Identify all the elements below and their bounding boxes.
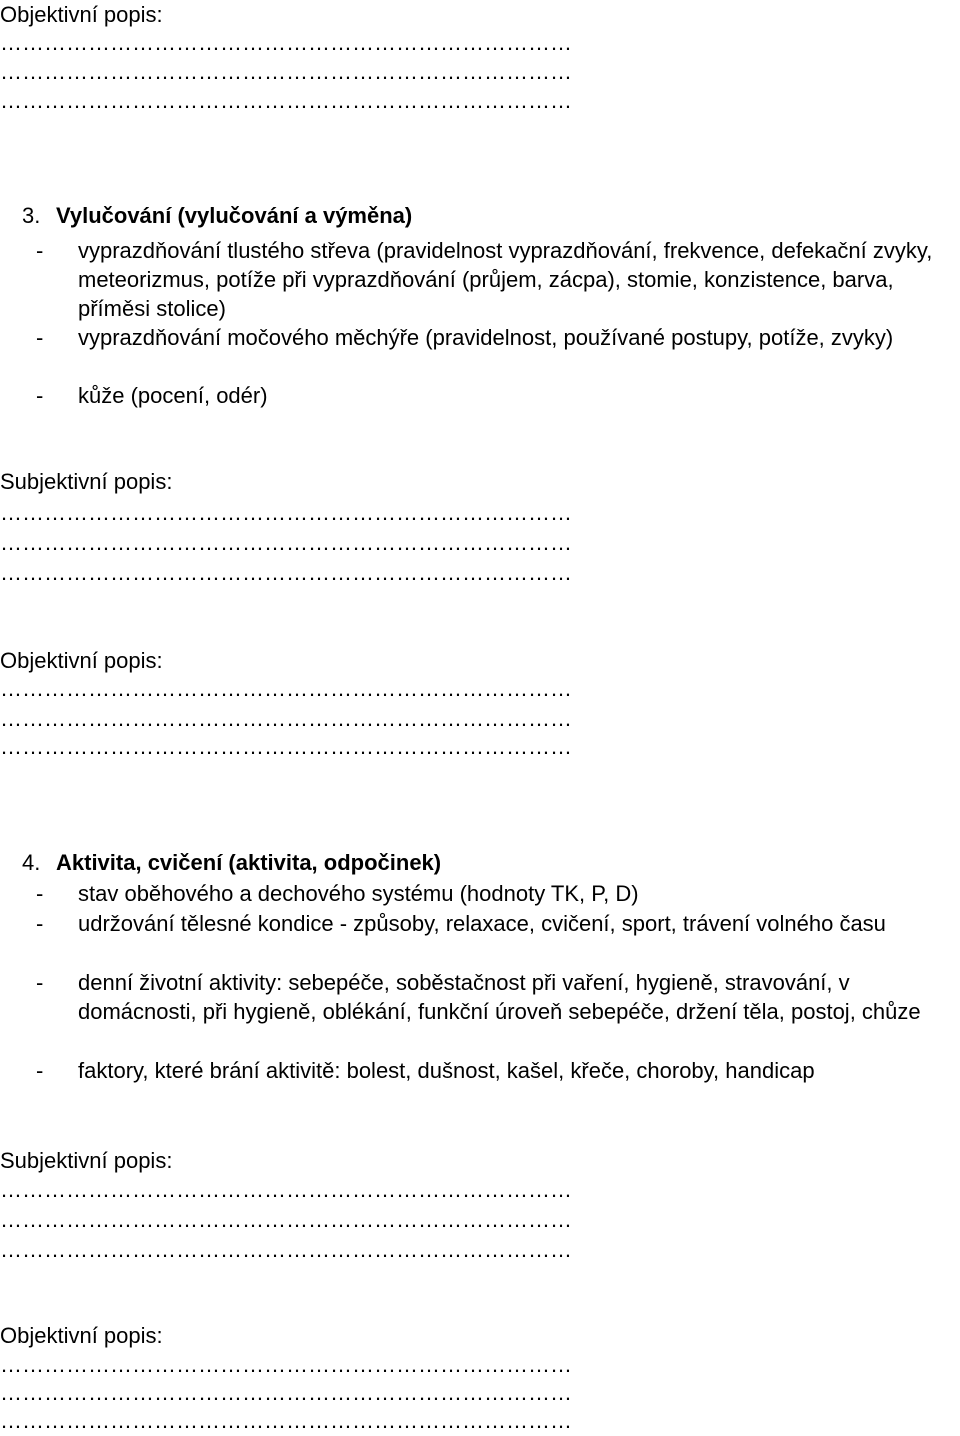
bullet-dash: -	[36, 970, 44, 995]
bullet-dash: -	[36, 881, 44, 906]
dotted-line: ……………………………………………………………………	[0, 706, 572, 731]
section3-heading	[22, 203, 412, 229]
objective-label: Objektivní popis:	[0, 648, 163, 673]
dotted-line: ……………………………………………………………………	[0, 530, 572, 555]
section3-item	[36, 236, 960, 323]
dotted-line: ……………………………………………………………………	[0, 734, 572, 759]
section4-title: Aktivita, cvičení (aktivita, odpočinek)	[56, 850, 442, 875]
section4-item-text: stav oběhového a dechového systému (hodnoty TK, P, D)	[78, 881, 639, 906]
section4-item-text: faktory, které brání aktivitě: bolest, dušnost, kašel, křeče, choroby, handicap	[78, 1058, 815, 1083]
section4-number: 4.	[22, 850, 41, 875]
dotted-line: ……………………………………………………………………	[0, 676, 572, 701]
dotted-line: ……………………………………………………………………	[0, 1177, 572, 1202]
section3-title: Vylučování (vylučování a výměna)	[56, 203, 413, 228]
dotted-line: ……………………………………………………………………	[0, 30, 572, 55]
section4-item	[36, 909, 960, 938]
section4-item-text: udržování tělesné kondice - způsoby, relaxace, cvičení, sport, trávení volného času	[78, 911, 886, 936]
bullet-dash: -	[36, 325, 44, 350]
subjective-label: Subjektivní popis:	[0, 469, 173, 494]
dotted-line: ……………………………………………………………………	[0, 1352, 572, 1377]
bullet-dash: -	[36, 911, 44, 936]
section4-item-text: denní životní aktivity: sebepéče, soběstačnost při vaření, hygieně, stravování, v domácnosti, při hygieně, oblékání, funkční úroveň sebepéče, držení těla, postoj, chůze	[78, 970, 921, 1024]
section3-item-text: kůže (pocení, odér)	[78, 383, 268, 408]
bullet-dash: -	[36, 383, 44, 408]
section4-heading	[22, 850, 441, 876]
dotted-line: ……………………………………………………………………	[0, 1207, 572, 1232]
section4-item	[36, 879, 960, 908]
section4-item	[36, 968, 960, 1026]
bullet-dash: -	[36, 238, 44, 263]
dotted-line: ……………………………………………………………………	[0, 560, 572, 585]
subjective-label: Subjektivní popis:	[0, 1148, 173, 1173]
objective-label: Objektivní popis:	[0, 1323, 163, 1348]
dotted-line: ……………………………………………………………………	[0, 1380, 572, 1405]
section3-number: 3.	[22, 203, 41, 228]
bullet-dash: -	[36, 1058, 44, 1083]
section3-item	[36, 323, 960, 352]
section3-item-text: vyprazdňování tlustého střeva (pravidelnost vyprazdňování, frekvence, defekační zvyky, meteorizmus, potíže při vyprazdňování (průjem, zácpa), stomie, konzistence, barva, příměsi stolice)	[78, 238, 933, 321]
dotted-line: ……………………………………………………………………	[0, 500, 572, 525]
section3-item	[36, 381, 960, 410]
section3-item-text: vyprazdňování močového měchýře (pravidelnost, používané postupy, potíže, zvyky)	[78, 325, 894, 350]
objective-label-top: Objektivní popis:	[0, 2, 163, 27]
dotted-line: ……………………………………………………………………	[0, 1408, 572, 1433]
dotted-line: ……………………………………………………………………	[0, 1237, 572, 1262]
dotted-line: ……………………………………………………………………	[0, 88, 572, 113]
dotted-line: ……………………………………………………………………	[0, 59, 572, 84]
section4-item	[36, 1056, 960, 1085]
